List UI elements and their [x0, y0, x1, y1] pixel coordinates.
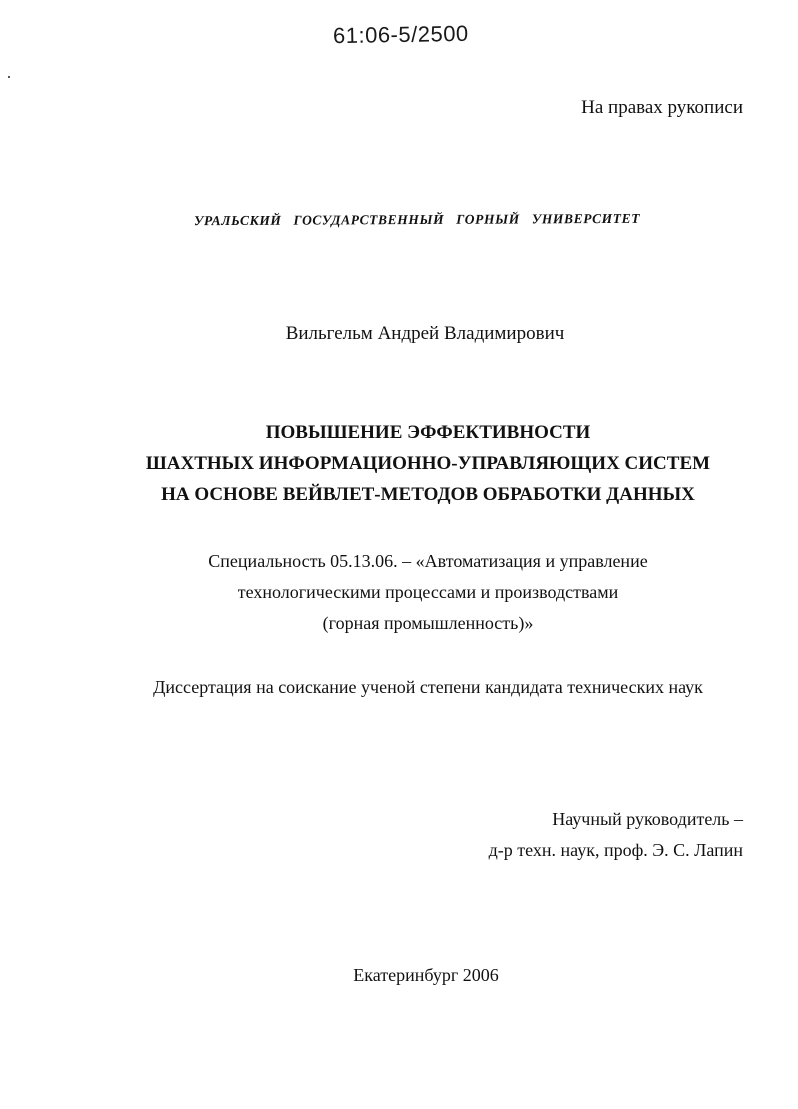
scan-speck — [8, 76, 10, 78]
advisor-name: д-р техн. наук, проф. Э. С. Лапин — [488, 840, 743, 860]
degree-statement: Диссертация на соискание ученой степени кандидата технических наук — [153, 677, 703, 697]
specialty-line: Специальность 05.13.06. – «Автоматизация и управление — [208, 551, 648, 571]
specialty-line: технологическими процессами и производствами — [237, 582, 619, 602]
title-line: НА ОСНОВЕ ВЕЙВЛЕТ-МЕТОДОВ ОБРАБОТКИ ДАННЫХ — [161, 484, 695, 505]
catalog-number-stamp: 61:06-5/2500 — [332, 20, 469, 49]
title-line: ШАХТНЫХ ИНФОРМАЦИОННО-УПРАВЛЯЮЩИХ СИСТЕМ — [145, 453, 711, 474]
title-line: ПОВЫШЕНИЕ ЭФФЕКТИВНОСТИ — [265, 422, 591, 443]
advisor-role: Научный руководитель – — [552, 809, 743, 829]
place-and-year: Екатеринбург 2006 — [353, 965, 499, 985]
specialty-block — [0, 546, 798, 639]
rights-note: На правах рукописи — [581, 97, 743, 118]
specialty-line: (горная промышленность)» — [322, 613, 534, 633]
advisor-block — [489, 804, 743, 866]
dissertation-title — [0, 417, 798, 510]
author-name: Вильгельм Андрей Владимирович — [285, 323, 565, 344]
institution-name: УРАЛЬСКИЙ ГОСУДАРСТВЕННЫЙ ГОРНЫЙ УНИВЕРСИТЕТ — [193, 210, 641, 229]
